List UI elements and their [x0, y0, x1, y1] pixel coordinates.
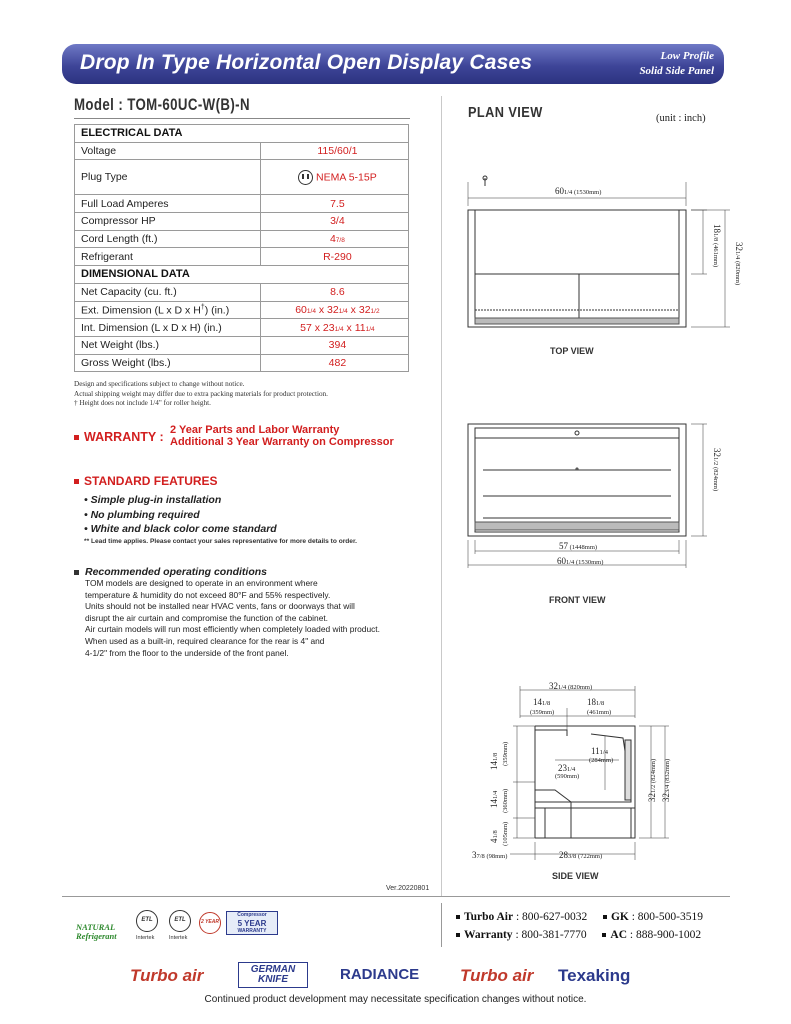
warranty-text [170, 424, 394, 448]
recommend-line: disrupt the air curtain and compromise the function of the cabinet. [85, 612, 329, 623]
features-heading [74, 474, 357, 488]
top-view-drawing [455, 170, 755, 340]
spec-row-hp [75, 213, 409, 231]
value-part: x 32 [315, 303, 339, 316]
warranty-label [74, 430, 164, 444]
contact-block [456, 908, 703, 944]
header-banner [62, 44, 724, 84]
side-d-mm: (590mm) [555, 773, 580, 780]
dagger: † [200, 303, 205, 311]
bullet-square-icon [456, 933, 460, 937]
spec-value [260, 319, 408, 337]
spec-label: Full Load Amperes [75, 195, 261, 213]
footer-vertical-divider [441, 903, 442, 947]
german-knife-logo: GERMAN KNIFE [238, 962, 308, 988]
value-frac: 1/4 [306, 307, 316, 315]
top-depth2-label: 321/4 (820mm) [734, 242, 744, 286]
spec-label: Voltage [75, 142, 261, 160]
recommend-line: 4-1/2" from the floor to the underside of the front panel. [85, 647, 289, 658]
certification-logos [68, 905, 284, 945]
spec-value [260, 160, 408, 195]
gk-label: GK [610, 911, 629, 923]
spec-value: 394 [260, 336, 408, 354]
intertek-label: Intertek [136, 935, 155, 941]
side-b-label: 181/8 [587, 697, 605, 707]
badge-sub: WARRANTY [237, 928, 267, 934]
recommend-line: TOM models are designed to operate in an environment where [85, 578, 318, 588]
front-height-label: 321/2 (824mm) [712, 448, 722, 492]
top-depth1-label: 181/8 (461mm) [712, 224, 722, 268]
spec-row-capacity [75, 283, 409, 301]
spec-value: 3/4 [260, 213, 408, 231]
disclaimer: Continued product development may necessitate specification changes without notice. [204, 994, 587, 1005]
value-part: 60 [295, 303, 307, 316]
bullet-square-icon [603, 915, 607, 919]
turbo-air-logo-2: Turbo air [460, 966, 534, 985]
top-width-label: 601/4 (1530mm) [555, 186, 602, 196]
value-frac: 1/4 [334, 325, 344, 333]
spec-value: 7.5 [260, 195, 408, 213]
dimensional-header: DIMENSIONAL DATA [75, 266, 409, 284]
spec-label: Refrigerant [75, 248, 261, 266]
feature-item: • No plumbing required [84, 508, 200, 521]
side-top-label: 321/4 (820mm) [549, 681, 593, 691]
side-c-mm: (284mm) [589, 757, 614, 764]
texaking-logo: Texaking [558, 966, 631, 985]
recommend-line: Air curtain models will run most efficiently when completely loaded with product. [85, 624, 380, 635]
spec-value: 115/60/1 [260, 142, 408, 160]
note-line: † Height does not include 1/4" for roller height. [74, 399, 211, 407]
spec-value: 8.6 [260, 283, 408, 301]
label-part: Ext. Dimension (L x D x H [81, 304, 201, 317]
spec-row-cord [75, 230, 409, 248]
side-c-label: 111/4 [591, 746, 608, 756]
spec-label: Int. Dimension (L x D x H) (in.) [75, 319, 261, 337]
standard-features [74, 474, 357, 545]
spec-value: 482 [260, 354, 408, 372]
side-g-label: 41/8 [489, 830, 499, 843]
warranty-label-text: WARRANTY : [84, 430, 164, 444]
spec-label: Cord Length (ft.) [75, 230, 261, 248]
bullet-square-icon [74, 570, 79, 575]
spec-row-amps [75, 195, 409, 213]
model-underline [74, 118, 410, 119]
value-frac: 7/8 [335, 237, 345, 245]
warranty-line: Additional 3 Year Warranty on Compressor [170, 436, 394, 448]
lead-time-note: ** Lead time applies. Please contact your sales representative for more details to order. [84, 537, 358, 545]
recommend-line: temperature & humidity do not exceed 80°F and 55% respectively. [85, 589, 331, 600]
etl-sanitation-logo-icon: ETL [169, 910, 191, 932]
ac-label: AC [610, 929, 628, 941]
recommended-conditions [74, 566, 380, 659]
spec-label: Plug Type [75, 160, 261, 195]
side-f-mm: (360mm) [502, 788, 509, 813]
side-g-mm: (105mm) [502, 821, 509, 846]
version-label: Ver.20220801 [386, 885, 430, 892]
feature-item: • Simple plug-in installation [84, 494, 222, 506]
side-h-label: 37/8 (98mm) [472, 850, 508, 860]
compressor-warranty-badge [226, 911, 278, 935]
gk-phone: : 800-500-3519 [631, 911, 703, 923]
note-line: Design and specifications subject to change without notice. [74, 380, 245, 388]
spec-label: Net Capacity (cu. ft.) [75, 283, 261, 301]
column-divider [441, 96, 442, 896]
warranty-phone: : 800-381-7770 [515, 929, 587, 941]
badge-main: 5 YEAR [237, 919, 267, 928]
recommend-line: When used as a built-in, required clearance for the rear is 4" and [85, 635, 325, 646]
turbo-air-logo: Turbo air [130, 966, 204, 985]
front-view-label: FRONT VIEW [549, 595, 606, 605]
plug-value: NEMA 5-15P [316, 171, 377, 184]
spec-table [74, 124, 409, 372]
side-j-label: 321/2 (824mm) [647, 758, 657, 802]
note-line: Actual shipping weight may differ due to extra packing materials for product protection. [74, 389, 328, 398]
side-view-label: SIDE VIEW [552, 871, 599, 881]
brand-logos [130, 962, 670, 990]
front-width2-label: 601/4 (1530mm) [557, 556, 604, 566]
value-part: x 32 [347, 303, 371, 316]
feature-item: • White and black color come standard [84, 523, 277, 535]
intertek-label: Intertek [169, 935, 188, 941]
side-a-label: 141/8 [533, 697, 551, 707]
plan-view-title: PLAN VIEW [468, 104, 543, 121]
page-title: Drop In Type Horizontal Open Display Cases [80, 51, 533, 74]
spec-notes [74, 380, 328, 409]
bullet-square-icon [602, 933, 606, 937]
side-d-label: 231/4 [558, 763, 576, 773]
side-b-mm: (461mm) [587, 709, 612, 716]
features-list [74, 493, 357, 537]
side-f-label: 141/4 [489, 790, 499, 808]
spec-row-voltage [75, 142, 409, 160]
side-a-mm: (359mm) [530, 709, 555, 716]
spec-label: Gross Weight (lbs.) [75, 354, 261, 372]
value-part: 57 x 23 [300, 321, 335, 334]
value-frac: 1/4 [338, 307, 348, 315]
bullet-square-icon [74, 479, 79, 484]
footer-divider [62, 896, 730, 897]
spec-value: R-290 [260, 248, 408, 266]
two-year-warranty-seal-icon: 2 YEAR [199, 912, 221, 934]
spec-value [260, 230, 408, 248]
spec-row-net-weight [75, 336, 409, 354]
banner-subtitle [639, 49, 714, 79]
spec-row-refrigerant [75, 248, 409, 266]
value-part: x 11 [343, 321, 366, 334]
contact-row-2 [456, 926, 703, 944]
radiance-logo: RADIANCE [340, 966, 420, 983]
side-e-mm: (359mm) [502, 741, 509, 766]
section-row-electrical [75, 125, 409, 143]
recommend-line: Units should not be installed near HVAC vents, fans or doorways that will [85, 601, 355, 612]
etl-logo-icon: ETL [136, 910, 158, 932]
warranty-line: 2 Year Parts and Labor Warranty [170, 424, 340, 436]
side-k-label: 323/4 (832mm) [661, 758, 671, 802]
turbo-air-phone: : 800-627-0032 [515, 911, 588, 923]
bullet-square-icon [456, 915, 460, 919]
side-i-label: 283/8 (722mm) [559, 850, 603, 860]
features-heading-text: STANDARD FEATURES [84, 474, 218, 488]
warranty-contact-label: Warranty [464, 929, 513, 941]
natural-refrigerant-logo [76, 923, 117, 941]
spec-row-plug [75, 160, 409, 195]
value-frac: 1/2 [370, 307, 380, 315]
label-part: ) (in.) [204, 304, 230, 317]
section-row-dimensional [75, 266, 409, 284]
badge-top: Compressor [237, 912, 267, 918]
refrigerant-text: Refrigerant [76, 931, 117, 941]
bullet-square-icon [74, 435, 79, 440]
front-width1-label: 57 (1448mm) [559, 541, 598, 551]
spec-row-gross-weight [75, 354, 409, 372]
contact-row-1 [456, 908, 703, 926]
spec-row-int-dimension [75, 319, 409, 337]
spec-label: Compressor HP [75, 213, 261, 231]
recommend-heading [74, 566, 380, 578]
electrical-header: ELECTRICAL DATA [75, 125, 409, 143]
ac-phone: : 888-900-1002 [629, 929, 702, 941]
plug-icon [298, 170, 313, 185]
value-frac: 1/4 [365, 325, 375, 333]
spec-row-ext-dimension [75, 301, 409, 319]
natural-text: NATURAL [76, 922, 116, 932]
spec-label: Net Weight (lbs.) [75, 336, 261, 354]
spec-value [260, 301, 408, 319]
spec-label [75, 301, 261, 319]
model-title: Model : TOM-60UC-W(B)-N [74, 95, 250, 114]
front-view-drawing [455, 418, 755, 573]
subtitle-line-2: Solid Side Panel [639, 65, 714, 77]
turbo-air-label: Turbo Air [464, 911, 514, 923]
value-main: 4 [329, 233, 336, 246]
recommend-heading-text: Recommended operating conditions [85, 566, 268, 578]
top-view-label: TOP VIEW [550, 346, 594, 356]
side-e-label: 141/8 [489, 752, 499, 770]
side-view-drawing [455, 678, 755, 868]
subtitle-line-1: Low Profile [660, 50, 714, 62]
unit-label: (unit : inch) [656, 113, 706, 124]
